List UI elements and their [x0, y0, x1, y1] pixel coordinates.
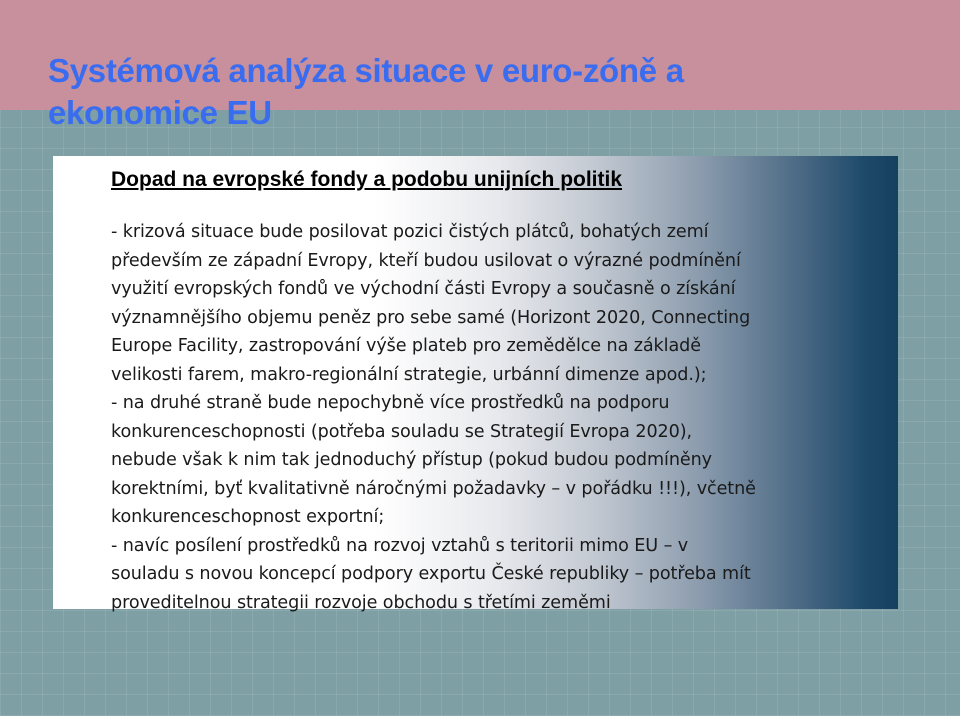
- slide-title: [48, 50, 928, 134]
- body-line: velikosti farem, makro-regionální strategie, urbánní dimenze apod.);: [111, 364, 707, 385]
- body-line: - na druhé straně bude nepochybně více prostředků na podporu: [111, 393, 670, 413]
- slide-subtitle: Dopad na evropské fondy a podobu unijních politik: [111, 168, 623, 191]
- body-line: proveditelnou strategii rozvoje obchodu s třetími zeměmi: [111, 592, 611, 613]
- body-line: korektními, byť kvalitativně náročnými požadavky – v pořádku !!!), včetně: [111, 478, 756, 499]
- slide-title-line-1: Systémová analýza situace v euro-zóně a: [48, 52, 684, 89]
- content-text-area: [111, 164, 911, 617]
- body-line: - krizová situace bude posilovat pozici čistých plátců, bohatých zemí: [111, 222, 709, 242]
- body-paragraph: [111, 218, 911, 617]
- body-line: především ze západní Evropy, kteří budou usilovat o výrazné podmínění: [111, 250, 741, 271]
- body-line: významnějšího objemu peněz pro sebe samé (Horizont 2020, Connecting: [111, 307, 751, 328]
- body-line: - navíc posílení prostředků na rozvoj vztahů s teritorii mimo EU – v: [111, 535, 689, 556]
- body-line: využití evropských fondů ve východní části Evropy a současně o získání: [111, 279, 736, 299]
- body-line: souladu s novou koncepcí podpory exportu České republiky – potřeba mít: [111, 564, 751, 584]
- body-line: nebude však k nim tak jednoduchý přístup (pokud budou podmíněny: [111, 450, 712, 470]
- body-line: konkurenceschopnosti (potřeba souladu se Strategií Evropa 2020),: [111, 421, 692, 442]
- body-line: konkurenceschopnost exportní;: [111, 507, 385, 527]
- body-line: Europe Facility, zastropování výše plateb pro zemědělce na základě: [111, 336, 701, 356]
- slide-title-line-2: ekonomice EU: [48, 94, 272, 131]
